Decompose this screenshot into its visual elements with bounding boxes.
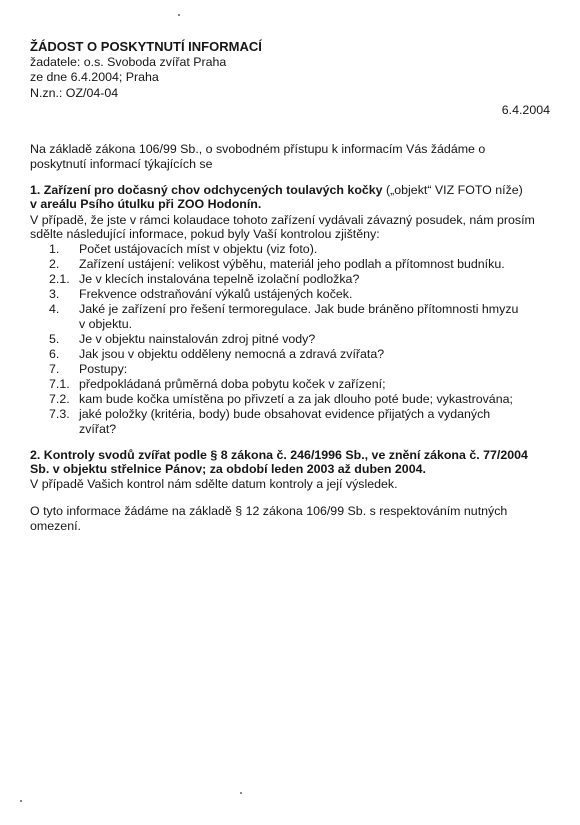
list-item bbox=[49, 392, 513, 407]
section1-heading-bold: 1. Zařízení pro dočasný chov odchycených toulavých kočky bbox=[30, 183, 383, 197]
list-item-text: Zařízení ustájení: velikost výběhu, materiál jeho podlah a přítomnost budníku. bbox=[79, 257, 505, 271]
section2-text: V případě Vašich kontrol nám sdělte datum kontroly a její výsledek. bbox=[30, 477, 398, 491]
intro-line-1: Na základě zákona 106/99 Sb., o svobodném přístupu k informacím Vás žádáme o bbox=[30, 142, 486, 156]
section1-heading-line-1 bbox=[30, 183, 523, 198]
list-item-text: Počet ustájovacích míst v objektu (viz foto). bbox=[79, 242, 318, 256]
list-item bbox=[49, 377, 386, 392]
list-item-text: jaké položky (kritéria, body) bude obsahovat evidence přijatých a vydaných bbox=[79, 407, 491, 421]
closing-line-2: omezení. bbox=[30, 519, 81, 533]
reference-number: N.zn.: OZ/04-04 bbox=[30, 86, 119, 100]
list-item-text: Je v klecích instalována tepelně izolační podložka? bbox=[79, 272, 360, 286]
list-item-number: 6. bbox=[49, 347, 60, 361]
list-item bbox=[49, 362, 127, 377]
list-item bbox=[49, 287, 352, 302]
section2-heading-line-1: 2. Kontroly svodů zvířat podle § 8 zákona č. 246/1996 Sb., ve znění zákona č. 77/2004 bbox=[30, 448, 528, 462]
list-item bbox=[49, 257, 505, 272]
list-item-text: kam bude kočka umístěna po přivzetí a za jak dlouho poté bude; vykastrována; bbox=[79, 392, 513, 406]
closing-line-1: O tyto informace žádáme na základě § 12 zákona 106/99 Sb. s respektováním nutných bbox=[30, 504, 508, 518]
list-item-number: 2. bbox=[49, 257, 60, 271]
list-item-number: 1. bbox=[49, 242, 60, 256]
scan-speck bbox=[240, 792, 242, 794]
scan-speck bbox=[178, 14, 180, 16]
list-item bbox=[49, 332, 315, 347]
list-item bbox=[49, 407, 490, 422]
list-item-continuation bbox=[49, 317, 132, 332]
list-item bbox=[49, 272, 359, 287]
list-item-number: 7.3. bbox=[49, 407, 70, 421]
list-item-text: Jak jsou v objektu odděleny nemocná a zdravá zvířata? bbox=[79, 347, 385, 361]
list-item-text: v objektu. bbox=[79, 317, 133, 331]
list-item-number: 4. bbox=[49, 302, 60, 316]
list-item-number: 3. bbox=[49, 287, 60, 301]
section2-heading-line-2: Sb. v objektu střelnice Pánov; za období leden 2003 až duben 2004. bbox=[30, 462, 426, 476]
list-item-number: 5. bbox=[49, 332, 60, 346]
list-item-text: Postupy: bbox=[79, 362, 128, 376]
list-item-continuation bbox=[49, 422, 116, 437]
document-date: 6.4.2004 bbox=[501, 103, 550, 117]
intro-line-2: poskytnutí informací týkajících se bbox=[30, 157, 213, 171]
list-item-number: 2.1. bbox=[49, 272, 70, 286]
list-item-text: Frekvence odstraňování výkalů ustájených koček. bbox=[79, 287, 353, 301]
list-item-text: Jaké je zařízení pro řešení termoregulace. Jak bude bráněno přítomnosti hmyzu bbox=[79, 302, 519, 316]
list-item-number: 7.1. bbox=[49, 377, 70, 391]
section1-heading-note: („objekt“ VIZ FOTO níže) bbox=[382, 183, 523, 197]
list-item-text: zvířat? bbox=[79, 422, 117, 436]
applicant-line: žadatele: o.s. Svoboda zvířat Praha bbox=[30, 55, 227, 69]
section1-text-line-2: sdělte následující informace, pokud byly Vaší kontrolou zjištěny: bbox=[30, 227, 380, 241]
scan-speck bbox=[20, 800, 22, 802]
date-place-line: ze dne 6.4.2004; Praha bbox=[30, 70, 159, 84]
document-title: ŽÁDOST O POSKYTNUTÍ INFORMACÍ bbox=[30, 39, 262, 54]
list-item-text: Je v objektu nainstalován zdroj pitné vody? bbox=[79, 332, 316, 346]
section1-heading-line-2: v areálu Psího útulku při ZOO Hodonín. bbox=[30, 197, 262, 211]
list-item-number: 7.2. bbox=[49, 392, 70, 406]
list-item bbox=[49, 242, 317, 257]
list-item-number: 7. bbox=[49, 362, 60, 376]
list-item bbox=[49, 302, 518, 317]
list-item bbox=[49, 347, 384, 362]
section1-text-line-1: V případě, že jste v rámci kolaudace tohoto zařízení vydávali závazný posudek, nám prosím bbox=[30, 213, 535, 227]
list-item-text: předpokládaná průměrná doba pobytu koček v zařízení; bbox=[79, 377, 386, 391]
